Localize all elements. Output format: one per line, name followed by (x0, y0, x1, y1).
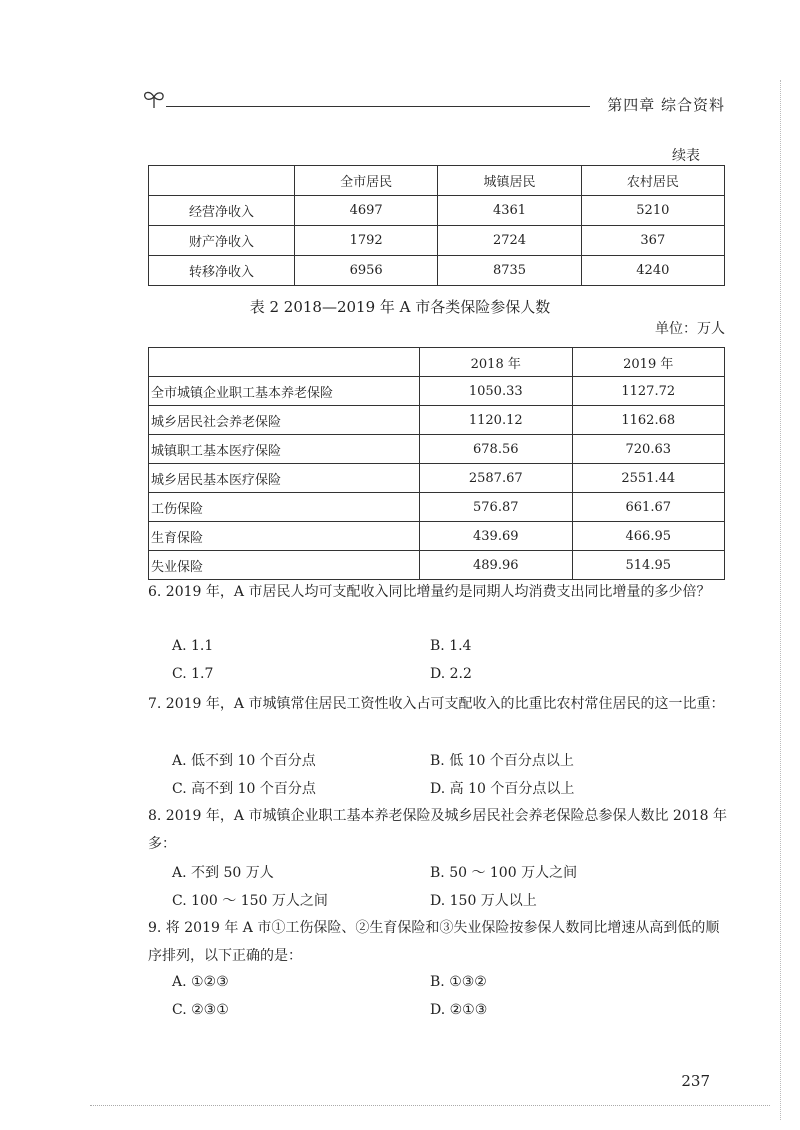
cell: 4697 (295, 196, 438, 226)
cell: 576.87 (420, 493, 573, 522)
cell: 720.63 (572, 435, 725, 464)
row-label: 生育保险 (149, 522, 420, 551)
cell: 1792 (295, 226, 438, 256)
question-8-stem: 8. 2019 年，A 市城镇企业职工基本养老保险及城乡居民社会养老保险总参保人数比 2018 年多： (148, 808, 727, 852)
table-row (149, 256, 725, 286)
insurance-table (148, 347, 725, 580)
row-label: 城乡居民社会养老保险 (149, 406, 420, 435)
row-label: 财产净收入 (149, 226, 295, 256)
question-9-option-d[interactable]: D. ②①③ (430, 1002, 488, 1018)
cell: 367 (581, 226, 724, 256)
cell: 5210 (581, 196, 724, 226)
table1-caption: 续表 (672, 148, 700, 164)
scan-noise-bottom (90, 1105, 770, 1106)
header-rule (166, 106, 590, 107)
row-label: 转移净收入 (149, 256, 295, 286)
cell: 1162.68 (572, 406, 725, 435)
cell: 439.69 (420, 522, 573, 551)
question-9-option-c[interactable]: C. ②③① (172, 1002, 229, 1018)
table2-unit: 单位：万人 (655, 321, 725, 337)
question-6-option-d[interactable]: D. 2.2 (430, 666, 472, 682)
sprout-icon (140, 86, 168, 114)
question-6-option-b[interactable]: B. 1.4 (430, 638, 472, 654)
table-row (149, 464, 725, 493)
row-label: 城镇职工基本医疗保险 (149, 435, 420, 464)
question-6-stem: 6. 2019 年，A 市居民人均可支配收入同比增量约是同期人均消费支出同比增量的多少倍？ (148, 584, 711, 600)
question-7-option-d[interactable]: D. 高 10 个百分点以上 (430, 781, 575, 797)
header-cell: 2018 年 (420, 348, 573, 377)
cell: 4361 (438, 196, 581, 226)
question-9-option-a[interactable]: A. ①②③ (172, 974, 229, 990)
table-row (149, 522, 725, 551)
cell: 8735 (438, 256, 581, 286)
cell: 514.95 (572, 551, 725, 580)
table-row (149, 435, 725, 464)
question-8-option-a[interactable]: A. 不到 50 万人 (172, 865, 274, 881)
table-row (149, 493, 725, 522)
table-row (149, 226, 725, 256)
question-6-option-a[interactable]: A. 1.1 (172, 638, 214, 654)
table-row (149, 196, 725, 226)
header-cell: 农村居民 (581, 166, 724, 196)
question-7-stem: 7. 2019 年，A 市城镇常住居民工资性收入占可支配收入的比重比农村常住居民的这一比重： (148, 696, 725, 712)
header-cell: 2019 年 (572, 348, 725, 377)
table2-title: 表 2 2018—2019 年 A 市各类保险参保人数 (249, 298, 551, 316)
table-row (149, 377, 725, 406)
table-header-row (149, 348, 725, 377)
cell: 661.67 (572, 493, 725, 522)
table-row (149, 551, 725, 580)
cell: 1127.72 (572, 377, 725, 406)
header-cell (149, 166, 295, 196)
header-cell: 全市居民 (295, 166, 438, 196)
header-cell (149, 348, 420, 377)
question-9-option-b[interactable]: B. ①③② (430, 974, 487, 990)
question-8-option-c[interactable]: C. 100 ～ 150 万人之间 (172, 893, 328, 909)
row-label: 城乡居民基本医疗保险 (149, 464, 420, 493)
cell: 466.95 (572, 522, 725, 551)
scan-noise-right (780, 80, 781, 1120)
income-table (148, 165, 725, 286)
cell: 1120.12 (420, 406, 573, 435)
cell: 6956 (295, 256, 438, 286)
header-cell: 城镇居民 (438, 166, 581, 196)
row-label: 工伤保险 (149, 493, 420, 522)
table-row (149, 406, 725, 435)
row-label: 经营净收入 (149, 196, 295, 226)
cell: 4240 (581, 256, 724, 286)
question-8-option-b[interactable]: B. 50 ～ 100 万人之间 (430, 865, 578, 881)
question-6-option-c[interactable]: C. 1.7 (172, 666, 214, 682)
cell: 2587.67 (420, 464, 573, 493)
question-7-option-a[interactable]: A. 低不到 10 个百分点 (172, 753, 316, 769)
table-header-row (149, 166, 725, 196)
row-label: 全市城镇企业职工基本养老保险 (149, 377, 420, 406)
cell: 489.96 (420, 551, 573, 580)
cell: 1050.33 (420, 377, 573, 406)
cell: 2551.44 (572, 464, 725, 493)
page-header (140, 86, 725, 116)
question-7-option-c[interactable]: C. 高不到 10 个百分点 (172, 781, 316, 797)
question-8-option-d[interactable]: D. 150 万人以上 (430, 893, 537, 909)
chapter-title: 第四章 综合资料 (607, 96, 725, 114)
row-label: 失业保险 (149, 551, 420, 580)
question-7-option-b[interactable]: B. 低 10 个百分点以上 (430, 753, 574, 769)
cell: 2724 (438, 226, 581, 256)
cell: 678.56 (420, 435, 573, 464)
page-number: 237 (681, 1072, 710, 1090)
question-9-stem: 9. 将 2019 年 A 市①工伤保险、②生育保险和③失业保险按参保人数同比增速从高到低的顺序排列，以下正确的是： (148, 920, 720, 964)
